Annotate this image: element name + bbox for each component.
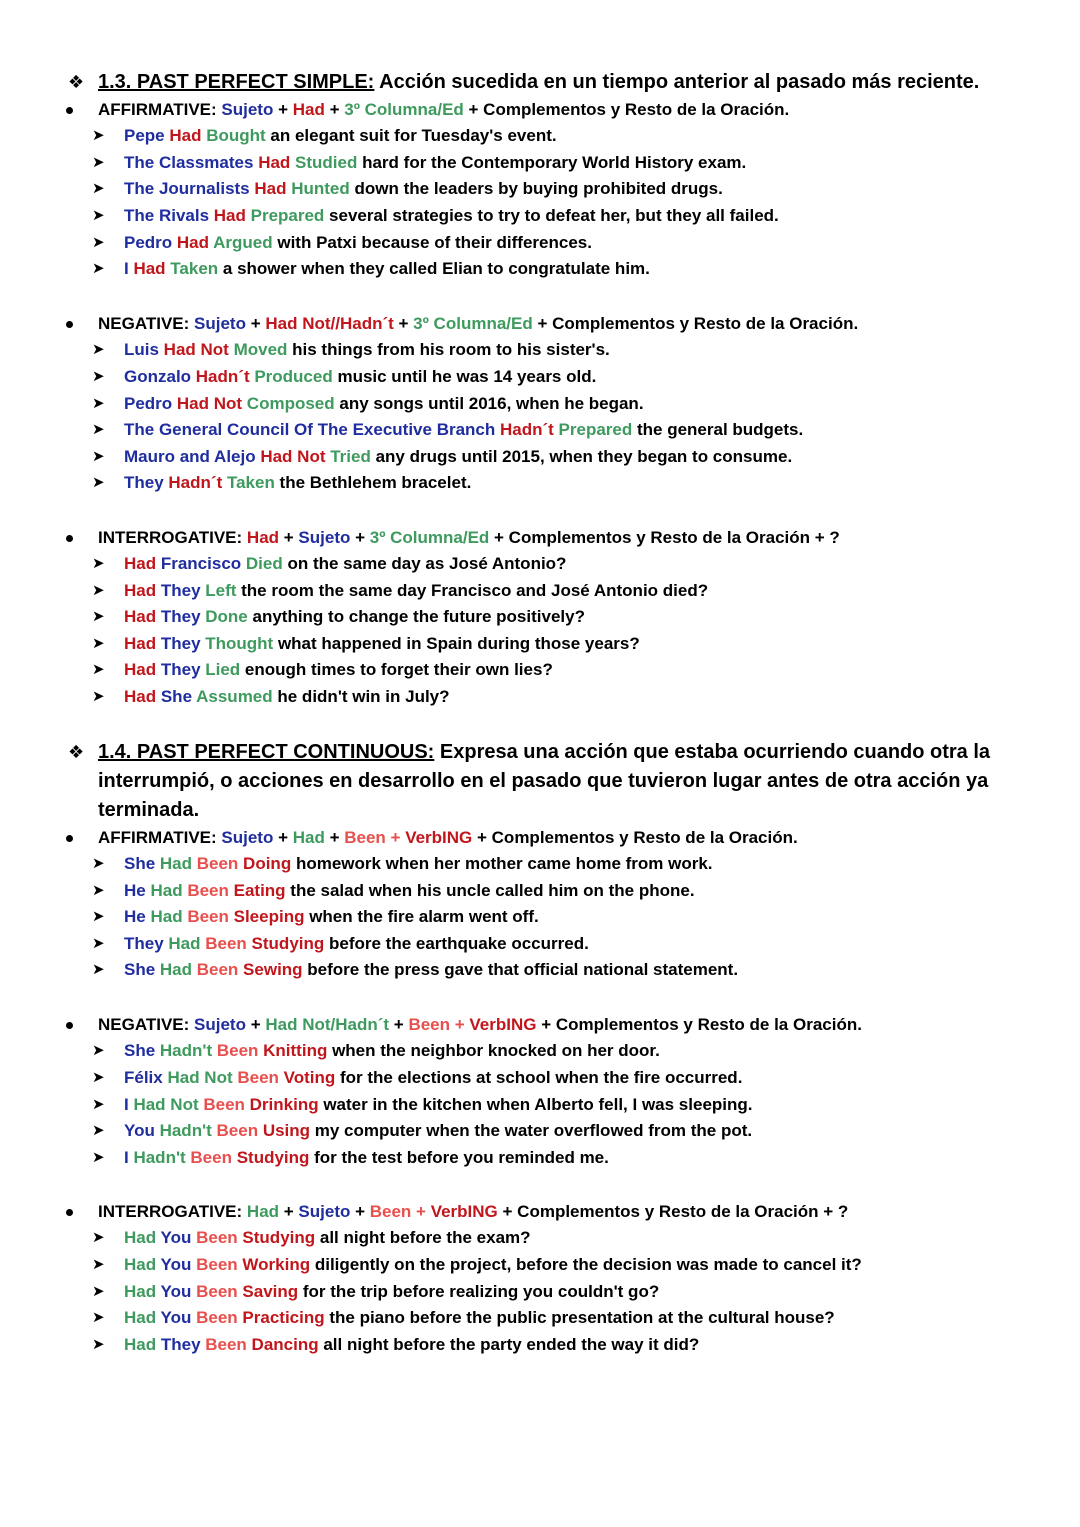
sentence-part: Studying xyxy=(251,934,329,953)
sentence-part: Luis xyxy=(124,340,164,359)
sentence-part: when the fire alarm went off. xyxy=(309,907,539,926)
formula-part: + Complementos y Resto de la Oración. xyxy=(536,1015,862,1034)
formula-part: VerbING xyxy=(405,828,473,847)
sentence-text xyxy=(124,580,708,602)
sentence-text xyxy=(124,880,695,902)
arrow-bullet-icon: ➤ xyxy=(92,1256,105,1273)
formula-text xyxy=(98,99,789,121)
sentence-text xyxy=(124,205,779,227)
sentence-part: Félix xyxy=(124,1068,168,1087)
arrow-bullet-icon: ➤ xyxy=(92,582,105,599)
sentence-text xyxy=(124,1281,659,1303)
sentence-part: Been xyxy=(196,1228,243,1247)
sentence-text xyxy=(124,152,746,174)
sentence-part: my computer when the water overflowed from the pot. xyxy=(314,1121,753,1140)
diamond-bullet-icon: ❖ xyxy=(68,72,85,92)
sentence-part: Pedro xyxy=(124,233,177,252)
sentence-part: Had xyxy=(124,687,161,706)
sentence-part: Been xyxy=(205,934,252,953)
sentence-part: Had xyxy=(150,907,188,926)
arrow-bullet-icon: ➤ xyxy=(92,234,105,251)
sentence-part: any drugs until 2015, when they began to consume. xyxy=(375,447,793,466)
formula-text xyxy=(98,1201,848,1223)
sentence-part: Had xyxy=(133,259,171,278)
sentence-part: The General Council Of The Executive Branch xyxy=(124,420,500,439)
sentence-part: Francisco xyxy=(160,554,246,573)
formula-text xyxy=(98,527,840,549)
sentence-part: Taken xyxy=(226,473,280,492)
sentence-part: Working xyxy=(242,1255,315,1274)
formula-part: 3º Columna/Ed xyxy=(413,314,533,333)
sentence-part: Hadn't xyxy=(159,1041,217,1060)
formula-part: Had Not//Hadn´t xyxy=(265,314,394,333)
sentence-part: Been xyxy=(216,1121,263,1140)
formula-part: + xyxy=(450,1015,470,1034)
arrow-bullet-icon: ➤ xyxy=(92,1309,105,1326)
sentence-part: Been xyxy=(187,907,234,926)
section-heading xyxy=(68,68,1028,97)
arrow-bullet-icon: ➤ xyxy=(92,180,105,197)
sentence-text xyxy=(124,339,610,361)
sentence-part: Been xyxy=(190,1148,237,1167)
bullet-dot-icon xyxy=(66,321,73,328)
sentence-part: I xyxy=(124,1095,134,1114)
sentence-part: They xyxy=(160,660,206,679)
section-description: Expresa una acción que estaba ocurriendo cuando otra la xyxy=(434,741,991,763)
sentence-part: Using xyxy=(262,1121,315,1140)
sentence-text xyxy=(124,1067,742,1089)
arrow-bullet-icon: ➤ xyxy=(92,421,105,438)
formula-part: Sujeto xyxy=(221,828,274,847)
sentence-part: She xyxy=(160,687,197,706)
sentence-part: Been xyxy=(196,1282,243,1301)
sentence-part: They xyxy=(160,607,206,626)
sentence-part: anything to change the future positively? xyxy=(252,607,585,626)
formula-part: + Complementos y Resto de la Oración + ? xyxy=(497,1202,849,1221)
sentence-part: Been xyxy=(216,1041,264,1060)
sentence-part: down the leaders by buying prohibited drugs. xyxy=(354,179,723,198)
formula-part: Been xyxy=(408,1015,451,1034)
sentence-part: music until he was 14 years old. xyxy=(337,367,597,386)
formula-part: Sujeto xyxy=(298,1202,351,1221)
section-heading xyxy=(68,738,1028,825)
sentence-text xyxy=(124,1120,752,1142)
formula-part: Been xyxy=(369,1202,412,1221)
sentence-part: before the press gave that official national statement. xyxy=(307,960,739,979)
formula-part: AFFIRMATIVE: xyxy=(98,100,222,119)
arrow-bullet-icon: ➤ xyxy=(92,207,105,224)
bullet-dot-icon xyxy=(66,107,73,114)
sentence-part: his things from his room to his sister's. xyxy=(292,340,610,359)
arrow-bullet-icon: ➤ xyxy=(92,1042,105,1059)
sentence-part: I xyxy=(124,259,134,278)
sentence-part: They xyxy=(124,473,169,492)
formula-part: Sujeto xyxy=(194,1015,246,1034)
sentence-part: Eating xyxy=(233,881,291,900)
sentence-text xyxy=(124,366,596,388)
sentence-part: an elegant suit for Tuesday's event. xyxy=(270,126,557,145)
arrow-bullet-icon: ➤ xyxy=(92,661,105,678)
sentence-part: She xyxy=(124,960,160,979)
sentence-part: the piano before the public presentation at the cultural house? xyxy=(329,1308,835,1327)
sentence-text xyxy=(124,686,450,708)
sentence-part: Doing xyxy=(243,854,296,873)
sentence-part: the Bethlehem bracelet. xyxy=(279,473,472,492)
arrow-bullet-icon: ➤ xyxy=(92,882,105,899)
sentence-part: They xyxy=(124,934,169,953)
sentence-text xyxy=(124,659,553,681)
sentence-part: enough times to forget their own lies? xyxy=(244,660,553,679)
sentence-part: You xyxy=(160,1255,197,1274)
sentence-part: He xyxy=(124,881,151,900)
formula-part: Had xyxy=(292,828,325,847)
sentence-part: Had xyxy=(176,233,214,252)
sentence-part: Died xyxy=(245,554,288,573)
formula-part: + xyxy=(273,828,293,847)
arrow-bullet-icon: ➤ xyxy=(92,555,105,572)
sentence-text xyxy=(124,419,803,441)
sentence-part: Hadn´t xyxy=(168,473,227,492)
arrow-bullet-icon: ➤ xyxy=(92,935,105,952)
sentence-part: Sleeping xyxy=(233,907,310,926)
sentence-text xyxy=(124,393,644,415)
sentence-part: for the test before you reminded me. xyxy=(314,1148,609,1167)
formula-part: NEGATIVE: xyxy=(98,314,195,333)
formula-text xyxy=(98,827,798,849)
sentence-part: Been xyxy=(203,1095,250,1114)
sentence-part: Prepared xyxy=(250,206,330,225)
formula-part: Had xyxy=(246,528,280,547)
sentence-part: Moved xyxy=(233,340,293,359)
sentence-part: She xyxy=(124,1041,160,1060)
arrow-bullet-icon: ➤ xyxy=(92,688,105,705)
arrow-bullet-icon: ➤ xyxy=(92,260,105,277)
sentence-part: Had xyxy=(169,126,207,145)
sentence-text xyxy=(124,258,650,280)
arrow-bullet-icon: ➤ xyxy=(92,1069,105,1086)
arrow-bullet-icon: ➤ xyxy=(92,1122,105,1139)
sentence-part: The Journalists xyxy=(124,179,255,198)
sentence-part: Had xyxy=(159,960,197,979)
formula-part: Sujeto xyxy=(221,100,274,119)
formula-part: Been xyxy=(344,828,386,847)
sentence-part: Prepared xyxy=(558,420,637,439)
formula-part: + xyxy=(389,1015,409,1034)
formula-part: + xyxy=(324,100,345,119)
arrow-bullet-icon: ➤ xyxy=(92,1096,105,1113)
sentence-text xyxy=(124,959,738,981)
sentence-part: I xyxy=(124,1148,134,1167)
formula-part: + Complementos y Resto de la Oración. xyxy=(472,828,798,847)
sentence-part: Saving xyxy=(242,1282,303,1301)
bullet-dot-icon xyxy=(66,835,73,842)
diamond-bullet-icon: ❖ xyxy=(68,742,85,762)
formula-part: 3º Columna/Ed xyxy=(369,528,490,547)
formula-part: + xyxy=(273,100,293,119)
arrow-bullet-icon: ➤ xyxy=(92,368,105,385)
formula-part: + xyxy=(385,828,406,847)
sentence-part: Hunted xyxy=(291,179,355,198)
sentence-part: Lied xyxy=(205,660,245,679)
arrow-bullet-icon: ➤ xyxy=(92,127,105,144)
arrow-bullet-icon: ➤ xyxy=(92,154,105,171)
formula-part: VerbING xyxy=(469,1015,537,1034)
arrow-bullet-icon: ➤ xyxy=(92,908,105,925)
formula-part: + xyxy=(350,1202,370,1221)
sentence-text xyxy=(124,125,557,147)
sentence-part: She xyxy=(124,854,160,873)
sentence-part: for the elections at school when the fire occurred. xyxy=(340,1068,743,1087)
sentence-text xyxy=(124,1254,862,1276)
sentence-part: Studying xyxy=(236,1148,315,1167)
sentence-part: Hadn't xyxy=(133,1148,191,1167)
sentence-part: Had xyxy=(213,206,251,225)
sentence-part: Taken xyxy=(170,259,223,278)
formula-part: + xyxy=(393,314,414,333)
sentence-text xyxy=(124,1227,531,1249)
sentence-part: all night before the exam? xyxy=(319,1228,531,1247)
formula-part: Had Not/Hadn´t xyxy=(265,1015,390,1034)
sentence-part: he didn't win in July? xyxy=(277,687,450,706)
arrow-bullet-icon: ➤ xyxy=(92,474,105,491)
sentence-part: Voting xyxy=(283,1068,340,1087)
sentence-part: homework when her mother came home from work. xyxy=(295,854,713,873)
sentence-part: Had Not xyxy=(167,1068,238,1087)
formula-part: INTERROGATIVE: xyxy=(98,528,247,547)
arrow-bullet-icon: ➤ xyxy=(92,395,105,412)
formula-part: AFFIRMATIVE: xyxy=(98,828,222,847)
formula-part: + xyxy=(245,1015,266,1034)
sentence-part: Been xyxy=(196,960,244,979)
arrow-bullet-icon: ➤ xyxy=(92,1283,105,1300)
sentence-part: Had xyxy=(258,153,296,172)
bullet-dot-icon xyxy=(66,1022,73,1029)
arrow-bullet-icon: ➤ xyxy=(92,608,105,625)
sentence-part: the salad when his uncle called him on the phone. xyxy=(290,881,695,900)
formula-text xyxy=(98,1014,862,1036)
sentence-part: The Classmates xyxy=(124,153,259,172)
arrow-bullet-icon: ➤ xyxy=(92,635,105,652)
sentence-part: the room the same day Francisco and José Antonio died? xyxy=(241,581,709,600)
sentence-part: Bought xyxy=(206,126,271,145)
section-description: Acción sucedida en un tiempo anterior al pasado más reciente. xyxy=(374,71,980,93)
sentence-text xyxy=(124,1147,609,1169)
formula-part: Sujeto xyxy=(298,528,351,547)
sentence-part: Been xyxy=(196,854,244,873)
sentence-part: any songs until 2016, when he began. xyxy=(339,394,644,413)
sentence-part: They xyxy=(160,581,206,600)
formula-part: Had xyxy=(292,100,325,119)
sentence-text xyxy=(124,1307,835,1329)
sentence-part: before the earthquake occurred. xyxy=(329,934,589,953)
sentence-part: Composed xyxy=(246,394,340,413)
sentence-part: Had xyxy=(124,1282,161,1301)
sentence-part: Assumed xyxy=(196,687,278,706)
sentence-part: diligently on the project, before the decision was made to cancel it? xyxy=(314,1255,862,1274)
sentence-part: He xyxy=(124,907,151,926)
sentence-part: Had xyxy=(124,581,161,600)
sentence-text xyxy=(124,933,589,955)
sentence-part: Sewing xyxy=(243,960,308,979)
sentence-part: Thought xyxy=(205,634,278,653)
sentence-part: Dancing xyxy=(251,1335,324,1354)
formula-part: 3º Columna/Ed xyxy=(344,100,464,119)
sentence-part: Hadn´t xyxy=(499,420,559,439)
section-title: 1.3. PAST PERFECT SIMPLE: xyxy=(98,71,375,93)
sentence-part: Done xyxy=(205,607,253,626)
sentence-part: You xyxy=(124,1121,160,1140)
sentence-part: Had Not xyxy=(163,340,234,359)
formula-part: NEGATIVE: xyxy=(98,1015,195,1034)
formula-text xyxy=(98,313,858,335)
sentence-part: Pepe xyxy=(124,126,170,145)
formula-part: + xyxy=(279,1202,299,1221)
sentence-part: Argued xyxy=(213,233,278,252)
sentence-part: on the same day as José Antonio? xyxy=(287,554,567,573)
formula-part: + xyxy=(411,1202,431,1221)
arrow-bullet-icon: ➤ xyxy=(92,1149,105,1166)
sentence-part: Tried xyxy=(330,447,376,466)
arrow-bullet-icon: ➤ xyxy=(92,1336,105,1353)
formula-part: + Complementos y Resto de la Oración + ? xyxy=(489,528,840,547)
sentence-part: Had Not xyxy=(133,1095,204,1114)
sentence-text xyxy=(124,1334,699,1356)
sentence-part: Been xyxy=(196,1308,243,1327)
sentence-part: Had xyxy=(124,660,161,679)
arrow-bullet-icon: ➤ xyxy=(92,341,105,358)
sentence-part: with Patxi because of their differences. xyxy=(277,233,592,252)
sentence-part: Been xyxy=(205,1335,252,1354)
arrow-bullet-icon: ➤ xyxy=(92,1229,105,1246)
sentence-part: Had xyxy=(124,634,161,653)
sentence-part: They xyxy=(160,1335,206,1354)
sentence-part: You xyxy=(160,1308,197,1327)
sentence-part: Had xyxy=(168,934,206,953)
sentence-part: Practicing xyxy=(242,1308,330,1327)
sentence-part: Had xyxy=(124,554,161,573)
sentence-part: Pedro xyxy=(124,394,177,413)
sentence-part: Mauro and Alejo xyxy=(124,447,261,466)
sentence-text xyxy=(124,1094,753,1116)
sentence-text xyxy=(124,853,713,875)
sentence-part: all night before the party ended the way it did? xyxy=(323,1335,700,1354)
section-description-continued: interrumpió, o acciones en desarrollo en el pasado que tuvieron lugar antes de otra acción ya xyxy=(98,770,989,792)
bullet-dot-icon xyxy=(66,535,73,542)
sentence-part: several strategies to try to defeat her, but they all failed. xyxy=(329,206,779,225)
sentence-part: Been xyxy=(187,881,234,900)
sentence-part: the general budgets. xyxy=(636,420,804,439)
sentence-text xyxy=(124,178,723,200)
sentence-part: Had xyxy=(124,1255,161,1274)
sentence-part: Been xyxy=(196,1255,243,1274)
sentence-text xyxy=(124,232,592,254)
formula-part: + xyxy=(245,314,266,333)
sentence-part: Studied xyxy=(295,153,363,172)
sentence-part: Hadn't xyxy=(159,1121,217,1140)
sentence-part: a shower when they called Elian to congratulate him. xyxy=(222,259,650,278)
formula-part: Sujeto xyxy=(194,314,246,333)
sentence-part: Had xyxy=(124,1228,161,1247)
formula-part: + Complementos y Resto de la Oración. xyxy=(463,100,790,119)
sentence-part: You xyxy=(160,1282,197,1301)
section-description-continued: terminada. xyxy=(98,799,200,821)
sentence-part: The Rivals xyxy=(124,206,214,225)
sentence-part: water in the kitchen when Alberto fell, I was sleeping. xyxy=(323,1095,753,1114)
arrow-bullet-icon: ➤ xyxy=(92,961,105,978)
sentence-part: Gonzalo xyxy=(124,367,196,386)
sentence-part: Had xyxy=(124,1308,161,1327)
sentence-part: Had xyxy=(159,854,197,873)
sentence-part: when the neighbor knocked on her door. xyxy=(332,1041,660,1060)
sentence-text xyxy=(124,553,566,575)
sentence-part: Left xyxy=(205,581,242,600)
sentence-text xyxy=(124,606,585,628)
sentence-part: Had Not xyxy=(260,447,331,466)
sentence-part: Had xyxy=(124,1335,161,1354)
arrow-bullet-icon: ➤ xyxy=(92,448,105,465)
sentence-part: Had Not xyxy=(176,394,247,413)
arrow-bullet-icon: ➤ xyxy=(92,855,105,872)
sentence-text xyxy=(124,472,471,494)
formula-part: + xyxy=(324,828,345,847)
bullet-dot-icon xyxy=(66,1209,73,1216)
sentence-part: Had xyxy=(254,179,292,198)
formula-part: INTERROGATIVE: xyxy=(98,1202,247,1221)
sentence-part: Produced xyxy=(254,367,338,386)
section-title: 1.4. PAST PERFECT CONTINUOUS: xyxy=(98,741,435,763)
sentence-text xyxy=(124,1040,660,1062)
sentence-text xyxy=(124,446,792,468)
formula-part: Had xyxy=(246,1202,280,1221)
sentence-part: Had xyxy=(150,881,188,900)
sentence-part: for the trip before realizing you couldn't go? xyxy=(302,1282,660,1301)
sentence-part: what happened in Spain during those years? xyxy=(277,634,640,653)
sentence-text xyxy=(124,633,640,655)
formula-part: VerbING xyxy=(430,1202,498,1221)
sentence-part: hard for the Contemporary World History exam. xyxy=(362,153,747,172)
sentence-part: Drinking xyxy=(249,1095,324,1114)
formula-part: + Complementos y Resto de la Oración. xyxy=(532,314,859,333)
sentence-text xyxy=(124,906,539,928)
sentence-part: Had xyxy=(124,607,161,626)
sentence-part: You xyxy=(160,1228,197,1247)
sentence-part: They xyxy=(160,634,206,653)
formula-part: + xyxy=(279,528,299,547)
formula-part: + xyxy=(350,528,370,547)
sentence-part: Been xyxy=(237,1068,284,1087)
sentence-part: Knitting xyxy=(263,1041,333,1060)
sentence-part: Hadn´t xyxy=(195,367,255,386)
sentence-part: Studying xyxy=(242,1228,320,1247)
